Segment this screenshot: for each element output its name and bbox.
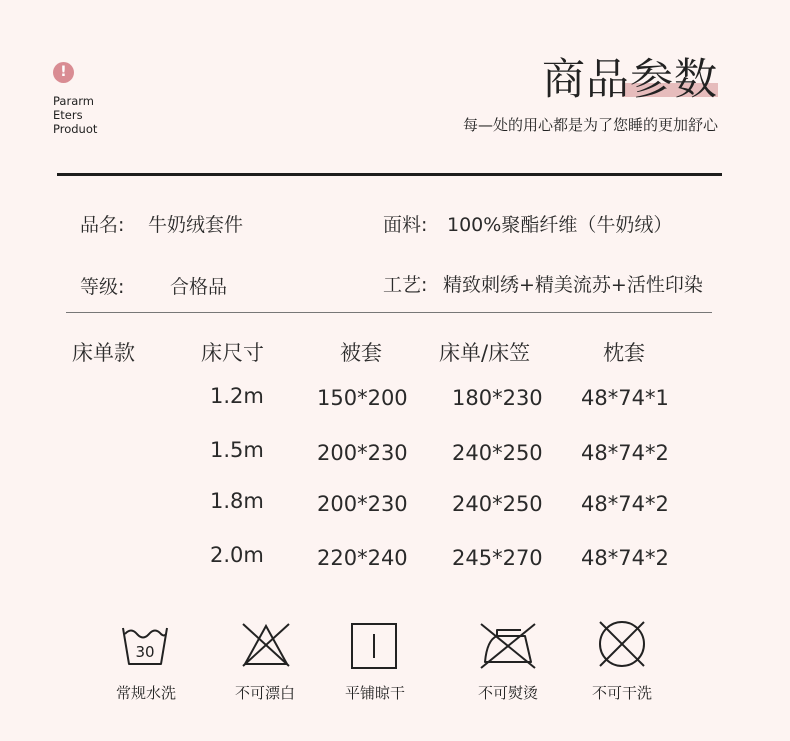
- table-header-pillowcase: 枕套: [603, 341, 645, 365]
- name-label: 品名:: [80, 214, 125, 236]
- grade-label: 等级:: [80, 276, 125, 298]
- table-header-style: 床单款: [72, 341, 135, 365]
- table-cell: 240*250: [452, 492, 543, 516]
- table-cell: 1.8m: [210, 489, 264, 513]
- table-header-bed-size: 床尺寸: [201, 341, 264, 365]
- info-icon: !: [53, 62, 74, 83]
- table-cell: 2.0m: [210, 543, 264, 567]
- table-cell: 1.5m: [210, 438, 264, 462]
- table-cell: 200*230: [317, 492, 408, 516]
- care-label-dry-flat: 平铺晾干: [344, 684, 405, 702]
- english-label-line-3: Produot: [53, 122, 98, 136]
- table-cell: 48*74*1: [581, 386, 669, 410]
- table-cell: 220*240: [317, 546, 408, 570]
- table-cell: 200*230: [317, 441, 408, 465]
- care-label-no-bleach: 不可漂白: [234, 684, 295, 702]
- no-bleach-icon: [240, 620, 292, 668]
- wash-30-icon: [120, 622, 170, 668]
- grade-value: 合格品: [170, 276, 228, 298]
- table-cell: 150*200: [317, 386, 408, 410]
- craft-value: 精致刺绣+精美流苏+活性印染: [443, 274, 703, 296]
- table-cell: 48*74*2: [581, 492, 669, 516]
- no-dry-clean-icon: [596, 618, 648, 670]
- info-divider: [66, 312, 712, 313]
- page-title: 商品参数: [542, 55, 718, 105]
- care-label-no-iron: 不可熨烫: [477, 684, 538, 702]
- page-subtitle: 每—处的用心都是为了您睡的更加舒心: [462, 116, 718, 134]
- table-cell: 1.2m: [210, 384, 264, 408]
- wash-temp-text: 30: [135, 643, 155, 661]
- table-cell: 48*74*2: [581, 546, 669, 570]
- header-divider: [57, 173, 722, 176]
- fabric-value: 100%聚酯纤维（牛奶绒）: [447, 214, 673, 236]
- no-iron-icon: [477, 620, 539, 670]
- table-cell: 245*270: [452, 546, 543, 570]
- table-header-sheet: 床单/床笠: [439, 341, 531, 365]
- table-header-duvet: 被套: [340, 341, 382, 365]
- english-label-line-2: Eters: [53, 108, 83, 122]
- name-value: 牛奶绒套件: [148, 214, 244, 236]
- table-cell: 180*230: [452, 386, 543, 410]
- dry-flat-icon: [350, 622, 398, 670]
- craft-label: 工艺:: [383, 274, 428, 296]
- english-label-line-1: Pararm: [53, 94, 94, 108]
- care-label-wash: 常规水洗: [115, 684, 176, 702]
- table-cell: 240*250: [452, 441, 543, 465]
- fabric-label: 面料:: [383, 214, 428, 236]
- table-cell: 48*74*2: [581, 441, 669, 465]
- care-label-no-dry-clean: 不可干洗: [591, 684, 652, 702]
